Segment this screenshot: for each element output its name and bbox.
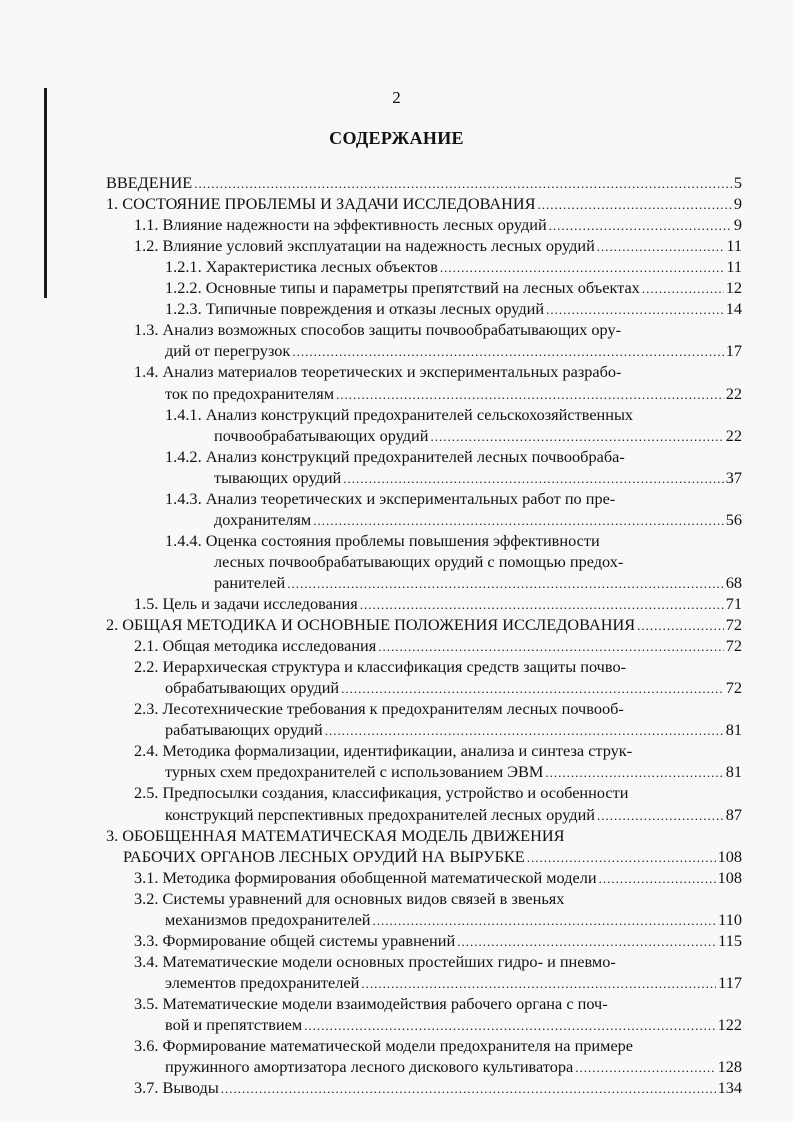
toc-page-number: 110 bbox=[718, 909, 742, 929]
toc-entry-line[interactable] bbox=[214, 425, 742, 447]
toc-entry-line[interactable] bbox=[134, 235, 742, 257]
toc-entry-line[interactable] bbox=[165, 277, 742, 299]
toc-leader-dots bbox=[361, 973, 716, 995]
toc-entry-line-continued bbox=[134, 361, 742, 383]
toc-leader-dots bbox=[597, 805, 724, 827]
toc-page-number: 12 bbox=[725, 278, 742, 298]
toc-leader-dots bbox=[549, 215, 732, 237]
toc-entry-line[interactable] bbox=[165, 256, 742, 278]
toc-entry-text: 1.4.1. Анализ конструкций предохранителей сельскохозяйственных bbox=[165, 404, 634, 424]
toc-entry-line-continued bbox=[165, 530, 742, 552]
toc-page-number: 134 bbox=[717, 1078, 742, 1098]
toc-page-number: 72 bbox=[725, 615, 742, 635]
toc-entry-line[interactable] bbox=[165, 1014, 742, 1036]
toc-entry-text: 2.4. Методика формализации, идентификации, анализа и синтеза струк- bbox=[134, 741, 633, 761]
toc-entry-text: 3.6. Формирование математической модели предохранителя на примере bbox=[134, 1036, 634, 1056]
toc-leader-dots bbox=[642, 278, 724, 300]
toc-entry-line[interactable] bbox=[165, 761, 742, 783]
toc-entry-text: 3.3. Формирование общей системы уравнений bbox=[134, 930, 456, 950]
toc-leader-dots bbox=[597, 236, 725, 258]
toc-entry-line[interactable] bbox=[165, 972, 742, 994]
toc-entry-text: 1.5. Цель и задачи исследования bbox=[134, 594, 358, 613]
toc-page-number: 22 bbox=[725, 425, 742, 445]
toc-entry-text: обрабатывающих орудий bbox=[165, 678, 340, 698]
toc-entry-text: ранителей bbox=[214, 572, 286, 592]
toc-entry-line-continued bbox=[134, 888, 742, 910]
toc-leader-dots bbox=[373, 910, 717, 932]
toc-leader-dots bbox=[637, 615, 724, 637]
toc-leader-dots bbox=[599, 868, 716, 890]
toc-entry-text: 1.2.1. Характеристика лесных объектов bbox=[165, 257, 438, 277]
toc-leader-dots bbox=[194, 173, 732, 195]
toc-entry-line-continued bbox=[165, 446, 742, 468]
toc-page-number: 87 bbox=[725, 804, 742, 824]
toc-page-number: 108 bbox=[717, 867, 742, 887]
toc-page-number: 9 bbox=[733, 194, 742, 214]
toc-entry-line[interactable] bbox=[214, 509, 742, 531]
toc-leader-dots bbox=[457, 931, 716, 953]
toc-leader-dots bbox=[292, 341, 723, 363]
toc-page-number: 122 bbox=[717, 1015, 742, 1034]
toc-entry-line[interactable] bbox=[165, 383, 742, 405]
toc-entry-text: 2.1. Общая методика исследования bbox=[134, 636, 377, 656]
toc-entry-line-continued bbox=[134, 740, 742, 762]
toc-entry-text: 3.5. Математические модели взаимодействия рабочего органа с поч- bbox=[134, 993, 608, 1013]
toc-entry-text: 3.4. Математические модели основных простейших гидро- и пневмо- bbox=[134, 951, 616, 971]
toc-entry-line[interactable] bbox=[165, 804, 742, 826]
toc-leader-dots bbox=[360, 594, 724, 616]
toc-entry-text: 1.4.2. Анализ конструкций предохранителей лесных почвообраба- bbox=[165, 446, 625, 466]
toc-entry-text: тывающих орудий bbox=[214, 467, 342, 487]
toc-entry-line[interactable] bbox=[123, 846, 742, 868]
toc-entry-line-continued bbox=[134, 993, 742, 1015]
toc-entry-text: 1.2.2. Основные типы и параметры препятствий на лесных объектах bbox=[165, 278, 640, 298]
toc-entry-text: пружинного амортизатора лесного дискового культиватора bbox=[165, 1057, 574, 1077]
toc-entry-text: 3.7. Выводы bbox=[134, 1078, 219, 1098]
toc-entry-line[interactable] bbox=[165, 677, 742, 699]
toc-entry-text: лесных почвообрабатывающих орудий с помощью предох- bbox=[214, 551, 624, 571]
toc-entry-text: дохранителям bbox=[214, 509, 312, 529]
toc-entry-line[interactable] bbox=[165, 1056, 742, 1078]
toc-entry-text: 2. ОБЩАЯ МЕТОДИКА И ОСНОВНЫЕ ПОЛОЖЕНИЯ ИССЛЕДОВАНИЯ bbox=[106, 615, 636, 635]
toc-leader-dots bbox=[545, 762, 723, 784]
toc-entry-line-continued bbox=[134, 1035, 742, 1057]
toc-entry-text: 1.2. Влияние условий эксплуатации на надежность лесных орудий bbox=[134, 236, 595, 256]
toc-entry-line[interactable] bbox=[165, 719, 742, 741]
toc-page-number: 71 bbox=[725, 594, 742, 613]
toc-entry-line[interactable] bbox=[134, 867, 742, 889]
toc-page-number: 72 bbox=[725, 636, 742, 656]
toc-entry-text: 3.1. Методика формирования обобщенной математической модели bbox=[134, 867, 597, 887]
toc-entry-line-continued bbox=[165, 488, 742, 510]
toc-entry-line[interactable] bbox=[134, 214, 742, 236]
toc-entry-line-continued bbox=[106, 825, 742, 847]
toc-page-number: 5 bbox=[733, 173, 742, 192]
toc-entry-line[interactable] bbox=[106, 193, 742, 215]
toc-entry-text: вой и препятствием bbox=[165, 1015, 303, 1034]
toc-entry-text: ВВЕДЕНИЕ bbox=[106, 173, 193, 192]
toc-entry-text: 1.1. Влияние надежности на эффективность лесных орудий bbox=[134, 215, 547, 235]
toc-entry-text: конструкций перспективных предохранителей лесных орудий bbox=[165, 804, 596, 824]
toc-entry-text: 1.4.4. Оценка состояния проблемы повышения эффективности bbox=[165, 530, 600, 550]
toc-entry-line[interactable] bbox=[134, 593, 742, 615]
toc-entry-text: 2.3. Лесотехнические требования к предохранителям лесных почвооб- bbox=[134, 699, 624, 719]
scan-edge-mark bbox=[44, 88, 47, 298]
toc-leader-dots bbox=[440, 257, 724, 279]
toc-page-number: 11 bbox=[726, 236, 742, 256]
toc-entry-text: 1.4. Анализ материалов теоретических и экспериментальных разрабо- bbox=[134, 362, 622, 382]
toc-leader-dots bbox=[378, 636, 723, 658]
page-number: 2 bbox=[392, 88, 401, 107]
toc-page-number: 9 bbox=[733, 215, 742, 235]
toc-entry-text: РАБОЧИХ ОРГАНОВ ЛЕСНЫХ ОРУДИЙ НА ВЫРУБКЕ bbox=[123, 846, 525, 866]
toc-entry-line-continued bbox=[214, 551, 742, 573]
toc-entry-text: 2.5. Предпосылки создания, классификация, устройство и особенности bbox=[134, 783, 629, 803]
toc-entry-line-continued bbox=[134, 951, 742, 973]
toc-page-number: 11 bbox=[726, 257, 742, 277]
toc-page-number: 22 bbox=[725, 383, 742, 403]
toc-entry-text: 1.4.3. Анализ теоретических и экспериментальных работ по пре- bbox=[165, 488, 616, 508]
toc-leader-dots bbox=[343, 468, 723, 490]
toc-page-number: 56 bbox=[725, 509, 742, 529]
toc-entry-text: 1. СОСТОЯНИЕ ПРОБЛЕМЫ И ЗАДАЧИ ИССЛЕДОВАНИЯ bbox=[106, 194, 536, 214]
toc-page-number: 117 bbox=[718, 972, 742, 992]
toc-leader-dots bbox=[304, 1015, 715, 1037]
toc-leader-dots bbox=[287, 573, 724, 595]
toc-entry-line[interactable] bbox=[134, 1077, 742, 1099]
toc-page-number: 72 bbox=[725, 678, 742, 698]
toc-leader-dots bbox=[546, 299, 724, 321]
toc-entry-line[interactable] bbox=[134, 930, 742, 952]
toc-leader-dots bbox=[336, 384, 724, 406]
toc-entry-line[interactable] bbox=[214, 467, 742, 489]
toc-title: СОДЕРЖАНИЕ bbox=[329, 128, 464, 148]
toc-leader-dots bbox=[575, 1057, 715, 1079]
toc-entry-line[interactable] bbox=[165, 298, 742, 320]
toc-page-number: 14 bbox=[725, 299, 742, 319]
toc-page-number: 37 bbox=[725, 467, 742, 487]
toc-entry-text: дий от перегрузок bbox=[165, 341, 291, 361]
toc-leader-dots bbox=[341, 678, 724, 700]
toc-entry-line-continued bbox=[134, 319, 742, 341]
toc-page-number: 128 bbox=[717, 1057, 742, 1077]
toc-entry-line-continued bbox=[165, 404, 742, 426]
toc-entry-line-continued bbox=[134, 782, 742, 804]
toc-page-number: 81 bbox=[725, 762, 742, 782]
toc-entry-text: 1.2.3. Типичные повреждения и отказы лесных орудий bbox=[165, 299, 545, 319]
toc-entry-line[interactable] bbox=[165, 909, 742, 931]
toc-entry-text: почвообрабатывающих орудий bbox=[214, 425, 429, 445]
toc-entry-line[interactable] bbox=[214, 572, 742, 594]
toc-entry-text: ток по предохранителям bbox=[165, 383, 335, 403]
toc-entry-text: 3. ОБОБЩЕННАЯ МАТЕМАТИЧЕСКАЯ МОДЕЛЬ ДВИЖЕНИЯ bbox=[106, 825, 565, 845]
toc-entry-line[interactable] bbox=[106, 614, 742, 636]
toc-entry-line[interactable] bbox=[134, 635, 742, 657]
toc-entry-text: 1.3. Анализ возможных способов защиты почвообрабатывающих ору- bbox=[134, 320, 622, 340]
toc-entry-text: механизмов предохранителей bbox=[165, 909, 371, 929]
toc-entry-text: 3.2. Системы уравнений для основных видов связей в звеньях bbox=[134, 888, 565, 908]
toc-page-number: 108 bbox=[717, 846, 742, 866]
toc-entry-line-continued bbox=[134, 656, 742, 678]
toc-page-number: 68 bbox=[725, 572, 742, 592]
toc-leader-dots bbox=[221, 1078, 716, 1100]
toc-leader-dots bbox=[538, 194, 732, 216]
toc-page-number: 17 bbox=[725, 341, 742, 361]
toc-entry-text: элементов предохранителей bbox=[165, 972, 360, 992]
toc-entry-text: 2.2. Иерархическая структура и классификация средств защиты почво- bbox=[134, 657, 627, 677]
toc-leader-dots bbox=[431, 426, 724, 448]
toc-leader-dots bbox=[313, 510, 724, 532]
toc-entry-line-continued bbox=[134, 698, 742, 720]
toc-page-number: 81 bbox=[725, 720, 742, 740]
toc-entry-text: турных схем предохранителей с использованием ЭВМ bbox=[165, 762, 544, 782]
toc-leader-dots bbox=[527, 847, 716, 869]
toc-page-number: 115 bbox=[718, 930, 742, 950]
toc-entry-line[interactable] bbox=[106, 172, 742, 194]
toc-entry-line[interactable] bbox=[165, 340, 742, 362]
toc-entry-text: рабатывающих орудий bbox=[165, 720, 323, 740]
toc-leader-dots bbox=[325, 720, 724, 742]
